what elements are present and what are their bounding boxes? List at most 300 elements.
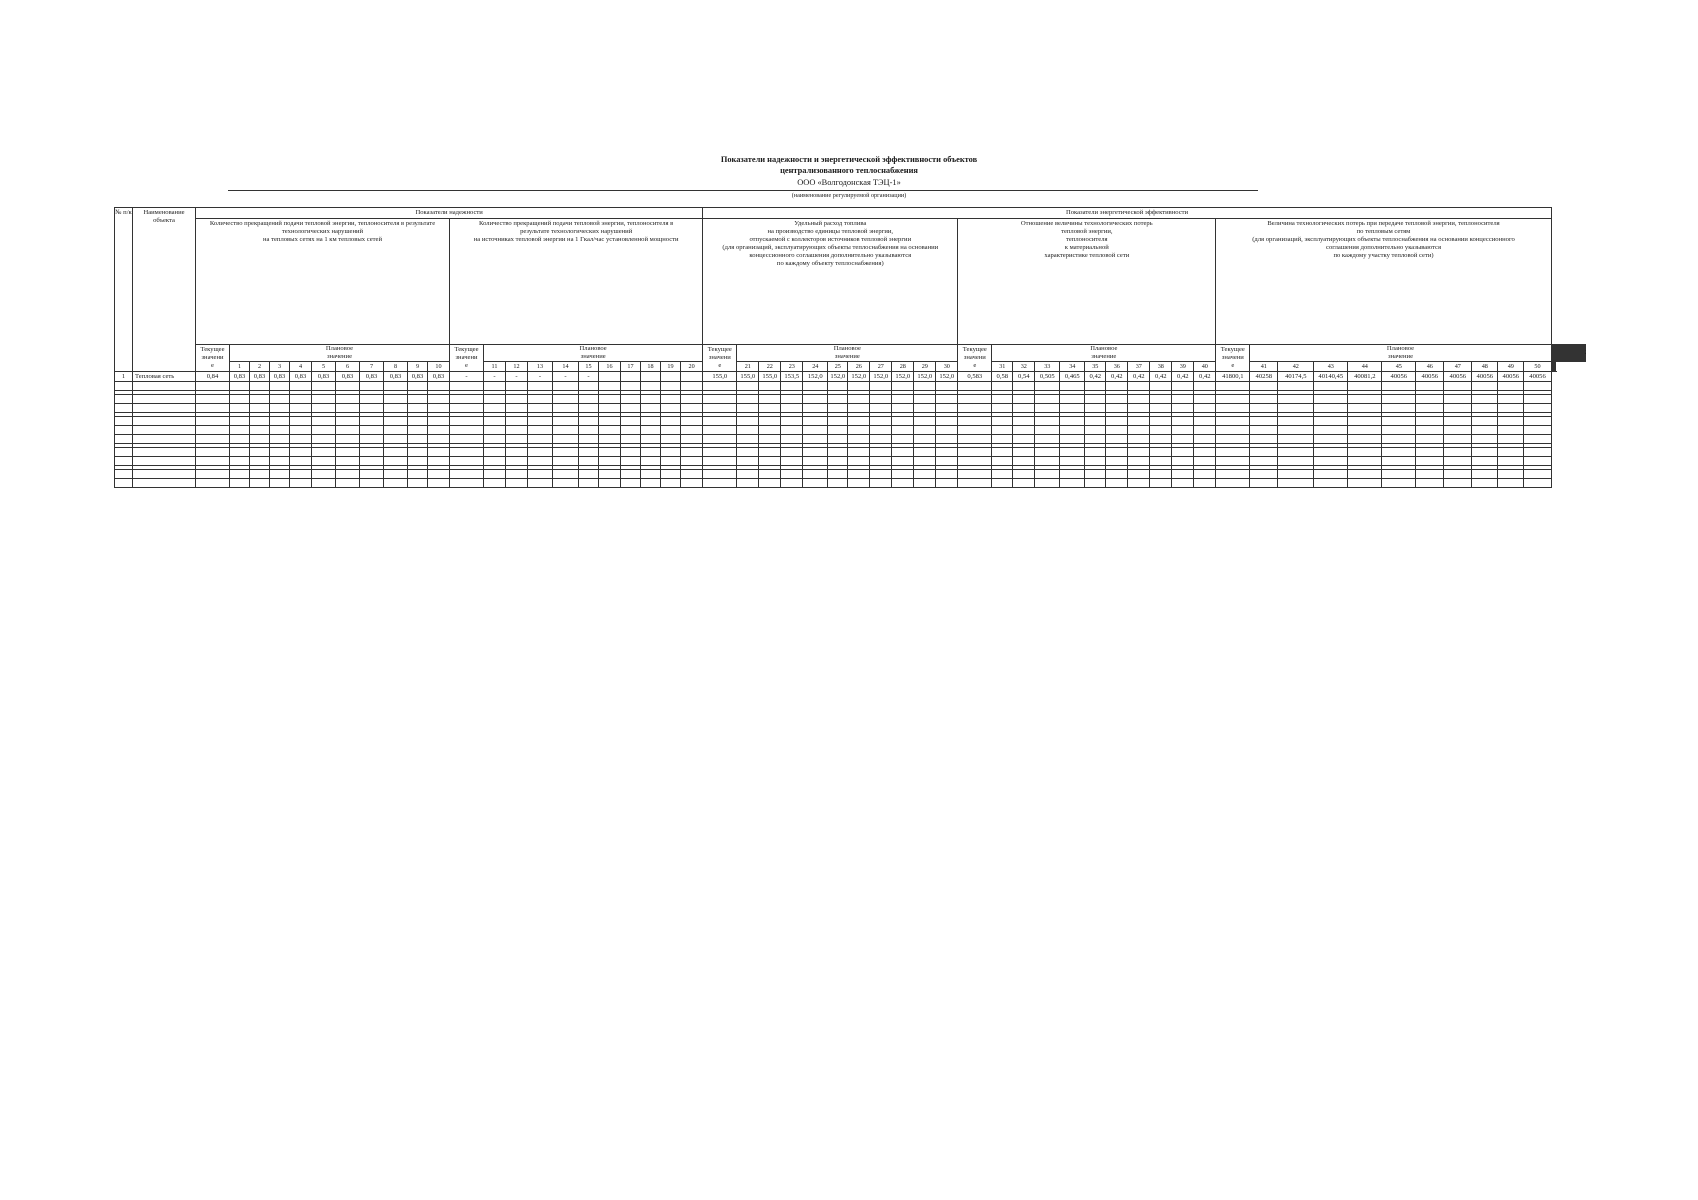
value-cell: - <box>528 372 553 382</box>
column-number: 28 <box>892 362 914 372</box>
empty-cell <box>1128 470 1150 479</box>
empty-cell <box>828 479 848 488</box>
empty-cell <box>230 479 250 488</box>
empty-cell <box>1106 382 1128 391</box>
empty-cell <box>428 448 450 457</box>
empty-cell <box>1278 426 1314 435</box>
empty-cell <box>1035 395 1060 404</box>
organization-caption: (наименование регулируемой организации) <box>791 192 907 199</box>
empty-cell <box>133 417 196 426</box>
empty-cell <box>1524 417 1551 426</box>
empty-cell <box>133 382 196 391</box>
empty-cell <box>1348 395 1382 404</box>
empty-cell <box>1060 470 1085 479</box>
empty-cell <box>115 479 133 488</box>
empty-cell <box>196 448 230 457</box>
empty-cell <box>1194 479 1216 488</box>
empty-cell <box>133 479 196 488</box>
column-number: 1 <box>230 362 250 372</box>
empty-cell <box>408 395 428 404</box>
column-number: 46 <box>1416 362 1444 372</box>
empty-cell <box>992 395 1013 404</box>
empty-cell <box>579 435 599 444</box>
column-number: 20 <box>681 362 703 372</box>
empty-cell <box>681 435 703 444</box>
empty-cell <box>484 435 506 444</box>
empty-cell <box>703 382 737 391</box>
empty-cell <box>506 426 528 435</box>
empty-row <box>115 395 1586 404</box>
empty-cell <box>914 470 936 479</box>
empty-cell <box>1013 426 1035 435</box>
empty-cell <box>703 457 737 466</box>
empty-cell <box>661 382 681 391</box>
empty-cell <box>870 470 892 479</box>
empty-cell <box>579 426 599 435</box>
empty-cell <box>336 457 360 466</box>
empty-cell <box>828 457 848 466</box>
object-name: Тепловая сеть <box>133 372 196 382</box>
value-cell: 0,42 <box>1128 372 1150 382</box>
empty-cell <box>1085 395 1106 404</box>
empty-cell <box>1524 457 1551 466</box>
empty-cell <box>384 382 408 391</box>
empty-row <box>115 448 1586 457</box>
empty-cell <box>270 382 290 391</box>
empty-cell <box>428 417 450 426</box>
empty-cell <box>506 479 528 488</box>
empty-cell <box>803 479 828 488</box>
value-cell: 40056 <box>1472 372 1498 382</box>
empty-cell <box>1382 448 1416 457</box>
empty-cell <box>506 417 528 426</box>
empty-cell <box>528 382 553 391</box>
empty-cell <box>1524 479 1551 488</box>
empty-cell <box>870 426 892 435</box>
empty-cell <box>914 435 936 444</box>
empty-cell <box>1106 404 1128 413</box>
empty-cell <box>1416 417 1444 426</box>
empty-cell <box>1013 382 1035 391</box>
empty-cell <box>641 457 661 466</box>
empty-cell <box>936 426 958 435</box>
empty-cell <box>384 470 408 479</box>
empty-cell <box>1150 404 1172 413</box>
empty-cell <box>621 448 641 457</box>
empty-cell <box>681 417 703 426</box>
empty-cell <box>759 395 781 404</box>
column-number: 15 <box>579 362 599 372</box>
empty-cell <box>1348 448 1382 457</box>
empty-cell <box>848 479 870 488</box>
empty-cell <box>892 435 914 444</box>
empty-cell <box>1472 417 1498 426</box>
empty-cell <box>1524 435 1551 444</box>
empty-cell <box>506 457 528 466</box>
empty-cell <box>1060 457 1085 466</box>
empty-cell <box>290 382 312 391</box>
empty-cell <box>290 417 312 426</box>
empty-cell <box>336 435 360 444</box>
empty-cell <box>870 417 892 426</box>
empty-cell <box>1278 457 1314 466</box>
empty-cell <box>703 470 737 479</box>
empty-cell <box>484 470 506 479</box>
column-number <box>1555 362 1556 372</box>
empty-cell <box>1035 404 1060 413</box>
empty-cell <box>848 448 870 457</box>
empty-cell <box>1348 404 1382 413</box>
empty-cell <box>1106 457 1128 466</box>
organization-name: ООО «Волгодонская ТЭЦ-1» <box>797 178 901 187</box>
empty-cell <box>936 382 958 391</box>
empty-cell <box>1035 417 1060 426</box>
empty-cell <box>579 470 599 479</box>
empty-cell <box>1172 448 1194 457</box>
empty-cell <box>1348 470 1382 479</box>
empty-cell <box>360 382 384 391</box>
col-name-header: Наименование объекта <box>133 208 196 372</box>
empty-cell <box>1498 417 1524 426</box>
empty-cell <box>1128 382 1150 391</box>
empty-cell <box>661 404 681 413</box>
empty-cell <box>892 395 914 404</box>
value-cell: 40081,2 <box>1348 372 1382 382</box>
empty-cell <box>848 457 870 466</box>
column-number: 24 <box>803 362 828 372</box>
empty-cell <box>661 479 681 488</box>
empty-cell <box>196 426 230 435</box>
value-cell: 152,0 <box>914 372 936 382</box>
empty-cell <box>892 470 914 479</box>
empty-cell <box>250 457 270 466</box>
empty-cell <box>1172 404 1194 413</box>
empty-cell <box>1314 382 1348 391</box>
empty-cell <box>115 382 133 391</box>
empty-cell <box>848 426 870 435</box>
empty-cell <box>196 479 230 488</box>
column-number: 41 <box>1250 362 1278 372</box>
value-cell: 40174,5 <box>1278 372 1314 382</box>
empty-cell <box>1106 470 1128 479</box>
plan-value-header: Плановое значение <box>992 345 1216 362</box>
empty-cell <box>230 435 250 444</box>
empty-cell <box>408 435 428 444</box>
column-number: 17 <box>621 362 641 372</box>
empty-cell <box>828 382 848 391</box>
column-number: 8 <box>384 362 408 372</box>
empty-cell <box>230 404 250 413</box>
empty-cell <box>230 395 250 404</box>
empty-cell <box>803 435 828 444</box>
indicators-table <box>114 207 1586 488</box>
empty-cell <box>1150 448 1172 457</box>
value-cell: - <box>484 372 506 382</box>
empty-cell <box>1172 395 1194 404</box>
empty-cell <box>1106 448 1128 457</box>
value-cell <box>661 372 681 382</box>
empty-cell <box>196 382 230 391</box>
empty-cell <box>196 435 230 444</box>
value-cell: 152,0 <box>828 372 848 382</box>
empty-cell <box>803 404 828 413</box>
empty-cell <box>270 479 290 488</box>
column-number: 21 <box>737 362 759 372</box>
empty-cell <box>1250 382 1278 391</box>
empty-cell <box>230 448 250 457</box>
empty-cell <box>703 404 737 413</box>
empty-cell <box>553 382 579 391</box>
empty-cell <box>408 457 428 466</box>
empty-cell <box>1250 404 1278 413</box>
empty-cell <box>599 417 621 426</box>
empty-cell <box>484 448 506 457</box>
empty-cell <box>992 435 1013 444</box>
empty-cell <box>270 448 290 457</box>
value-cell: 0,42 <box>1194 372 1216 382</box>
empty-cell <box>1216 404 1250 413</box>
empty-cell <box>958 426 992 435</box>
column-number: 3 <box>270 362 290 372</box>
indicator-3-description: Удельный расход топлива на производство единицы тепловой энергии, отпускаемой с коллекторов источников тепловой энергии (для организаций, эксплуатирующих объекты теплоснабжения на основании концессионного соглашения дополнительно указываются по каждому объекту теплоснабжения) <box>703 219 958 345</box>
empty-cell <box>528 470 553 479</box>
empty-cell <box>661 395 681 404</box>
empty-cell <box>1278 417 1314 426</box>
value-cell: 40258 <box>1250 372 1278 382</box>
value-cell: 0,83 <box>230 372 250 382</box>
empty-cell <box>250 448 270 457</box>
empty-cell <box>290 395 312 404</box>
empty-cell <box>506 395 528 404</box>
empty-cell <box>1498 435 1524 444</box>
empty-cell <box>1472 395 1498 404</box>
empty-cell <box>781 404 803 413</box>
empty-cell <box>1524 395 1551 404</box>
empty-cell <box>336 479 360 488</box>
empty-cell <box>892 382 914 391</box>
empty-cell <box>553 426 579 435</box>
empty-cell <box>528 426 553 435</box>
empty-cell <box>892 457 914 466</box>
value-cell: 155,0 <box>703 372 737 382</box>
value-cell: 41800,1 <box>1216 372 1250 382</box>
value-cell: - <box>506 372 528 382</box>
empty-cell <box>1085 470 1106 479</box>
empty-cell <box>737 404 759 413</box>
empty-cell <box>621 470 641 479</box>
empty-cell <box>1348 457 1382 466</box>
empty-cell <box>1498 448 1524 457</box>
empty-cell <box>553 457 579 466</box>
empty-cell <box>1314 404 1348 413</box>
value-cell <box>599 372 621 382</box>
column-number: 23 <box>781 362 803 372</box>
empty-cell <box>553 470 579 479</box>
empty-cell <box>115 470 133 479</box>
empty-cell <box>1085 382 1106 391</box>
column-number: 5 <box>312 362 336 372</box>
empty-cell <box>290 470 312 479</box>
empty-cell <box>1216 382 1250 391</box>
column-number: 40 <box>1194 362 1216 372</box>
empty-cell <box>599 448 621 457</box>
empty-cell <box>936 404 958 413</box>
empty-cell <box>1382 435 1416 444</box>
empty-cell <box>360 426 384 435</box>
empty-cell <box>1472 435 1498 444</box>
empty-cell <box>641 479 661 488</box>
empty-cell <box>1250 448 1278 457</box>
empty-cell <box>1194 404 1216 413</box>
empty-cell <box>1524 426 1551 435</box>
empty-cell <box>621 404 641 413</box>
empty-cell <box>450 404 484 413</box>
empty-cell <box>1085 435 1106 444</box>
empty-cell <box>553 448 579 457</box>
empty-cell <box>992 448 1013 457</box>
empty-cell <box>1278 470 1314 479</box>
empty-cell <box>828 426 848 435</box>
empty-cell <box>312 404 336 413</box>
empty-cell <box>1194 448 1216 457</box>
indicator-4-description: Отношение величины технологических потерь тепловой энергии, теплоносителя к материальной характеристике тепловой сети <box>958 219 1216 345</box>
empty-cell <box>621 395 641 404</box>
empty-cell <box>506 382 528 391</box>
empty-cell <box>196 417 230 426</box>
value-cell: 152,0 <box>870 372 892 382</box>
empty-cell <box>621 417 641 426</box>
empty-cell <box>312 479 336 488</box>
empty-cell <box>870 395 892 404</box>
column-number: 14 <box>553 362 579 372</box>
empty-cell <box>759 404 781 413</box>
empty-cell <box>681 404 703 413</box>
empty-cell <box>599 479 621 488</box>
empty-cell <box>914 426 936 435</box>
empty-cell <box>506 448 528 457</box>
empty-cell <box>1216 457 1250 466</box>
empty-cell <box>936 479 958 488</box>
column-number: 18 <box>641 362 661 372</box>
empty-cell <box>428 470 450 479</box>
empty-cell <box>1150 457 1172 466</box>
group-reliability-header: Показатели надежности <box>196 208 703 219</box>
column-number: 26 <box>848 362 870 372</box>
empty-cell <box>115 435 133 444</box>
empty-cell <box>661 417 681 426</box>
empty-cell <box>408 426 428 435</box>
column-number: 16 <box>599 362 621 372</box>
empty-cell <box>270 404 290 413</box>
value-cell: 0,465 <box>1060 372 1085 382</box>
empty-cell <box>133 426 196 435</box>
empty-cell <box>484 479 506 488</box>
empty-cell <box>1382 457 1416 466</box>
empty-cell <box>250 470 270 479</box>
column-number: 32 <box>1013 362 1035 372</box>
empty-cell <box>781 395 803 404</box>
empty-cell <box>428 435 450 444</box>
empty-cell <box>1013 479 1035 488</box>
empty-cell <box>892 426 914 435</box>
empty-cell <box>803 448 828 457</box>
empty-cell <box>1278 395 1314 404</box>
empty-cell <box>250 417 270 426</box>
empty-cell <box>641 448 661 457</box>
empty-cell <box>1172 470 1194 479</box>
empty-cell <box>450 417 484 426</box>
empty-cell <box>250 435 270 444</box>
column-number: 33 <box>1035 362 1060 372</box>
column-number: 9 <box>408 362 428 372</box>
empty-cell <box>958 470 992 479</box>
empty-cell <box>958 457 992 466</box>
empty-cell <box>1085 479 1106 488</box>
empty-cell <box>1524 382 1551 391</box>
empty-cell <box>759 426 781 435</box>
empty-row <box>115 435 1586 444</box>
empty-cell <box>870 382 892 391</box>
empty-cell <box>270 457 290 466</box>
column-numbers-row <box>115 362 1586 372</box>
empty-cell <box>1382 395 1416 404</box>
empty-cell <box>1150 395 1172 404</box>
empty-cell <box>1444 417 1472 426</box>
empty-cell <box>828 470 848 479</box>
empty-cell <box>1060 417 1085 426</box>
empty-cell <box>312 417 336 426</box>
empty-cell <box>759 457 781 466</box>
empty-cell <box>450 382 484 391</box>
empty-cell <box>1472 470 1498 479</box>
value-cell: 40056 <box>1444 372 1472 382</box>
empty-cell <box>1194 457 1216 466</box>
column-number: 48 <box>1472 362 1498 372</box>
empty-cell <box>1106 417 1128 426</box>
empty-cell <box>681 470 703 479</box>
empty-cell <box>892 448 914 457</box>
empty-cell <box>641 417 661 426</box>
empty-cell <box>1013 395 1035 404</box>
empty-cell <box>870 457 892 466</box>
empty-cell <box>599 404 621 413</box>
empty-cell <box>1416 448 1444 457</box>
empty-cell <box>115 426 133 435</box>
value-cell: 0,83 <box>270 372 290 382</box>
empty-cell <box>1060 395 1085 404</box>
empty-cell <box>528 417 553 426</box>
empty-cell <box>484 382 506 391</box>
empty-cell <box>992 457 1013 466</box>
empty-cell <box>870 404 892 413</box>
empty-cell <box>408 404 428 413</box>
empty-cell <box>1216 470 1250 479</box>
empty-cell <box>1444 470 1472 479</box>
empty-cell <box>290 404 312 413</box>
empty-cell <box>1172 479 1194 488</box>
empty-cell <box>1128 435 1150 444</box>
empty-cell <box>759 382 781 391</box>
empty-cell <box>958 404 992 413</box>
empty-cell <box>1416 426 1444 435</box>
empty-cell <box>914 457 936 466</box>
column-number: 43 <box>1314 362 1348 372</box>
empty-cell <box>1128 426 1150 435</box>
column-number: 25 <box>828 362 848 372</box>
empty-cell <box>1416 435 1444 444</box>
empty-cell <box>681 395 703 404</box>
empty-cell <box>1060 479 1085 488</box>
